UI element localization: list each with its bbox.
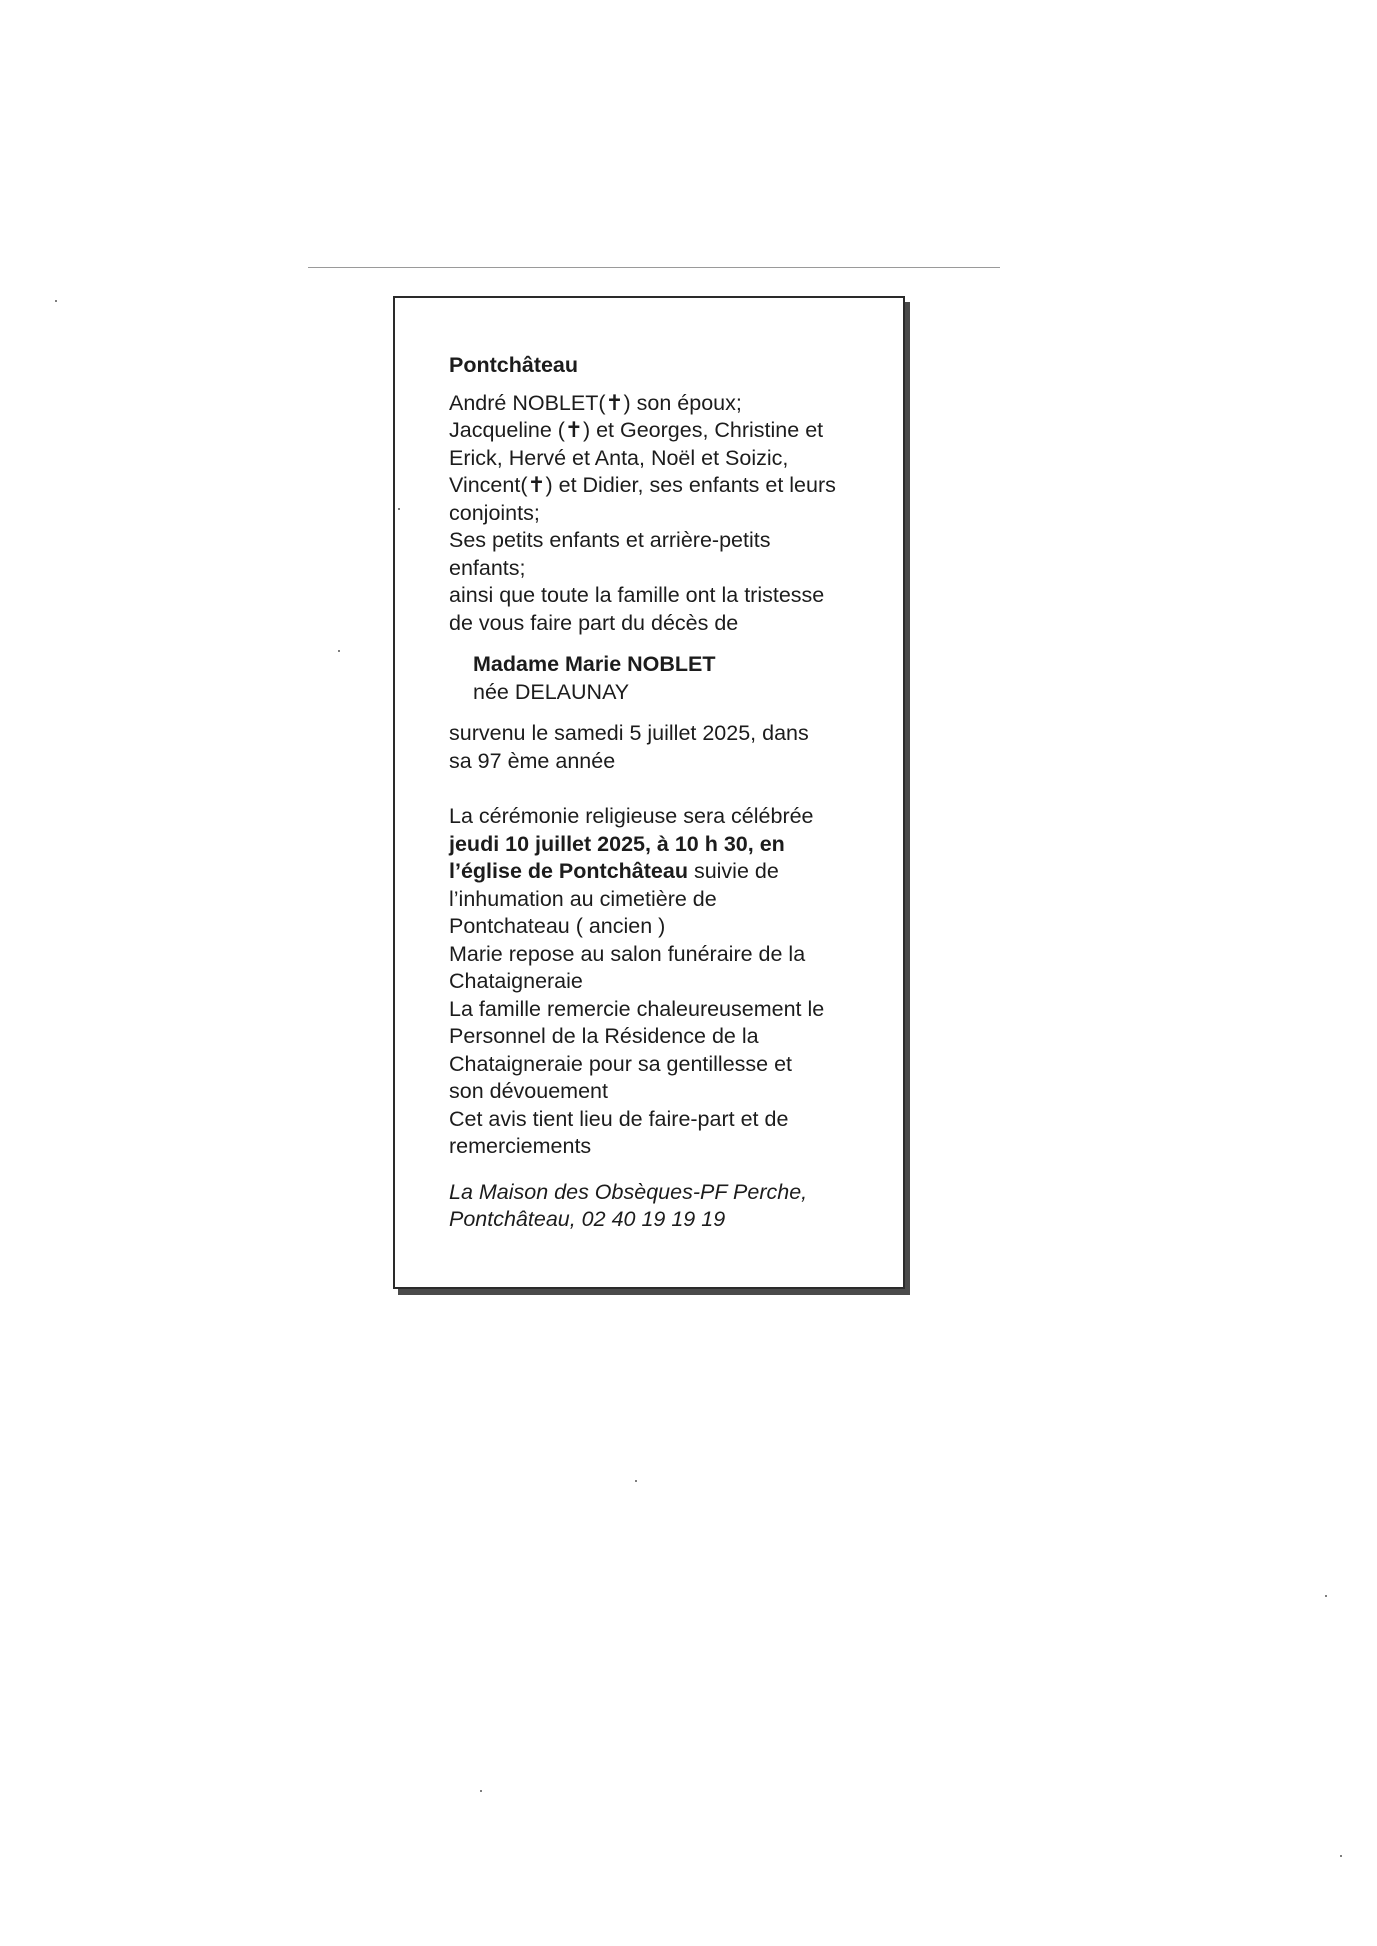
family-line: Jacqueline (✝) et Georges, Christine et [449, 418, 824, 442]
scan-speck [55, 300, 57, 302]
ceremony-line: Chataigneraie [449, 969, 583, 993]
death-line: sa 97 ème année [449, 748, 616, 773]
death-details [449, 720, 889, 775]
scan-speck [1325, 1595, 1327, 1597]
ceremony-line: son dévouement [449, 1079, 608, 1103]
deceased-name: Madame Marie NOBLET [473, 652, 716, 676]
top-rule [308, 267, 1000, 268]
family-line: Ses petits enfants et arrière-petits [449, 528, 771, 552]
notice-city: Pontchâteau [449, 353, 579, 377]
ceremony-line: Pontchateau ( ancien ) [449, 914, 666, 938]
ceremony-line: Personnel de la Résidence de la [449, 1024, 759, 1048]
funeral-home-signature [449, 1179, 889, 1234]
ceremony-line: Chataigneraie pour sa gentillesse et [449, 1051, 793, 1076]
ceremony-date: jeudi 10 juillet 2025, à 10 h 30, en [449, 831, 785, 856]
ceremony-line: Cet avis tient lieu de faire-part et de [449, 1106, 789, 1131]
maiden-name: née DELAUNAY [473, 679, 630, 704]
family-line: Vincent(✝) et Didier, ses enfants et leurs [449, 473, 836, 497]
deceased-block [473, 651, 889, 706]
signature-line: La Maison des Obsèques-PF Perche, [449, 1179, 808, 1204]
scan-speck [635, 1480, 637, 1482]
signature-line: Pontchâteau, 02 40 19 19 19 [449, 1207, 726, 1231]
ceremony-details [449, 803, 889, 1161]
family-line: Erick, Hervé et Anta, Noël et Soizic, [449, 445, 789, 470]
family-line: conjoints; [449, 500, 540, 525]
ceremony-line: La famille remercie chaleureusement le [449, 996, 825, 1021]
death-line: survenu le samedi 5 juillet 2025, dans [449, 721, 809, 745]
ceremony-line: Marie repose au salon funéraire de la [449, 941, 806, 966]
ceremony-line [449, 858, 889, 886]
family-line: ainsi que toute la famille ont la tristesse [449, 583, 825, 607]
notice-content [449, 352, 889, 1234]
family-announcement [449, 390, 889, 638]
obituary-notice [393, 296, 905, 1289]
scan-speck [1340, 1855, 1342, 1857]
ceremony-place: l’église de Pontchâteau [449, 859, 688, 883]
scan-speck [338, 650, 340, 652]
family-line: de vous faire part du décès de [449, 610, 739, 635]
ceremony-line-rest: suivie de [687, 859, 779, 883]
ceremony-line: La cérémonie religieuse sera célébrée [449, 804, 814, 828]
scan-speck [480, 1790, 482, 1792]
family-line: André NOBLET(✝) son époux; [449, 390, 742, 415]
ceremony-line: remerciements [449, 1134, 592, 1158]
family-line: enfants; [449, 555, 526, 580]
ceremony-line: l’inhumation au cimetière de [449, 886, 717, 911]
scan-speck [398, 508, 400, 510]
